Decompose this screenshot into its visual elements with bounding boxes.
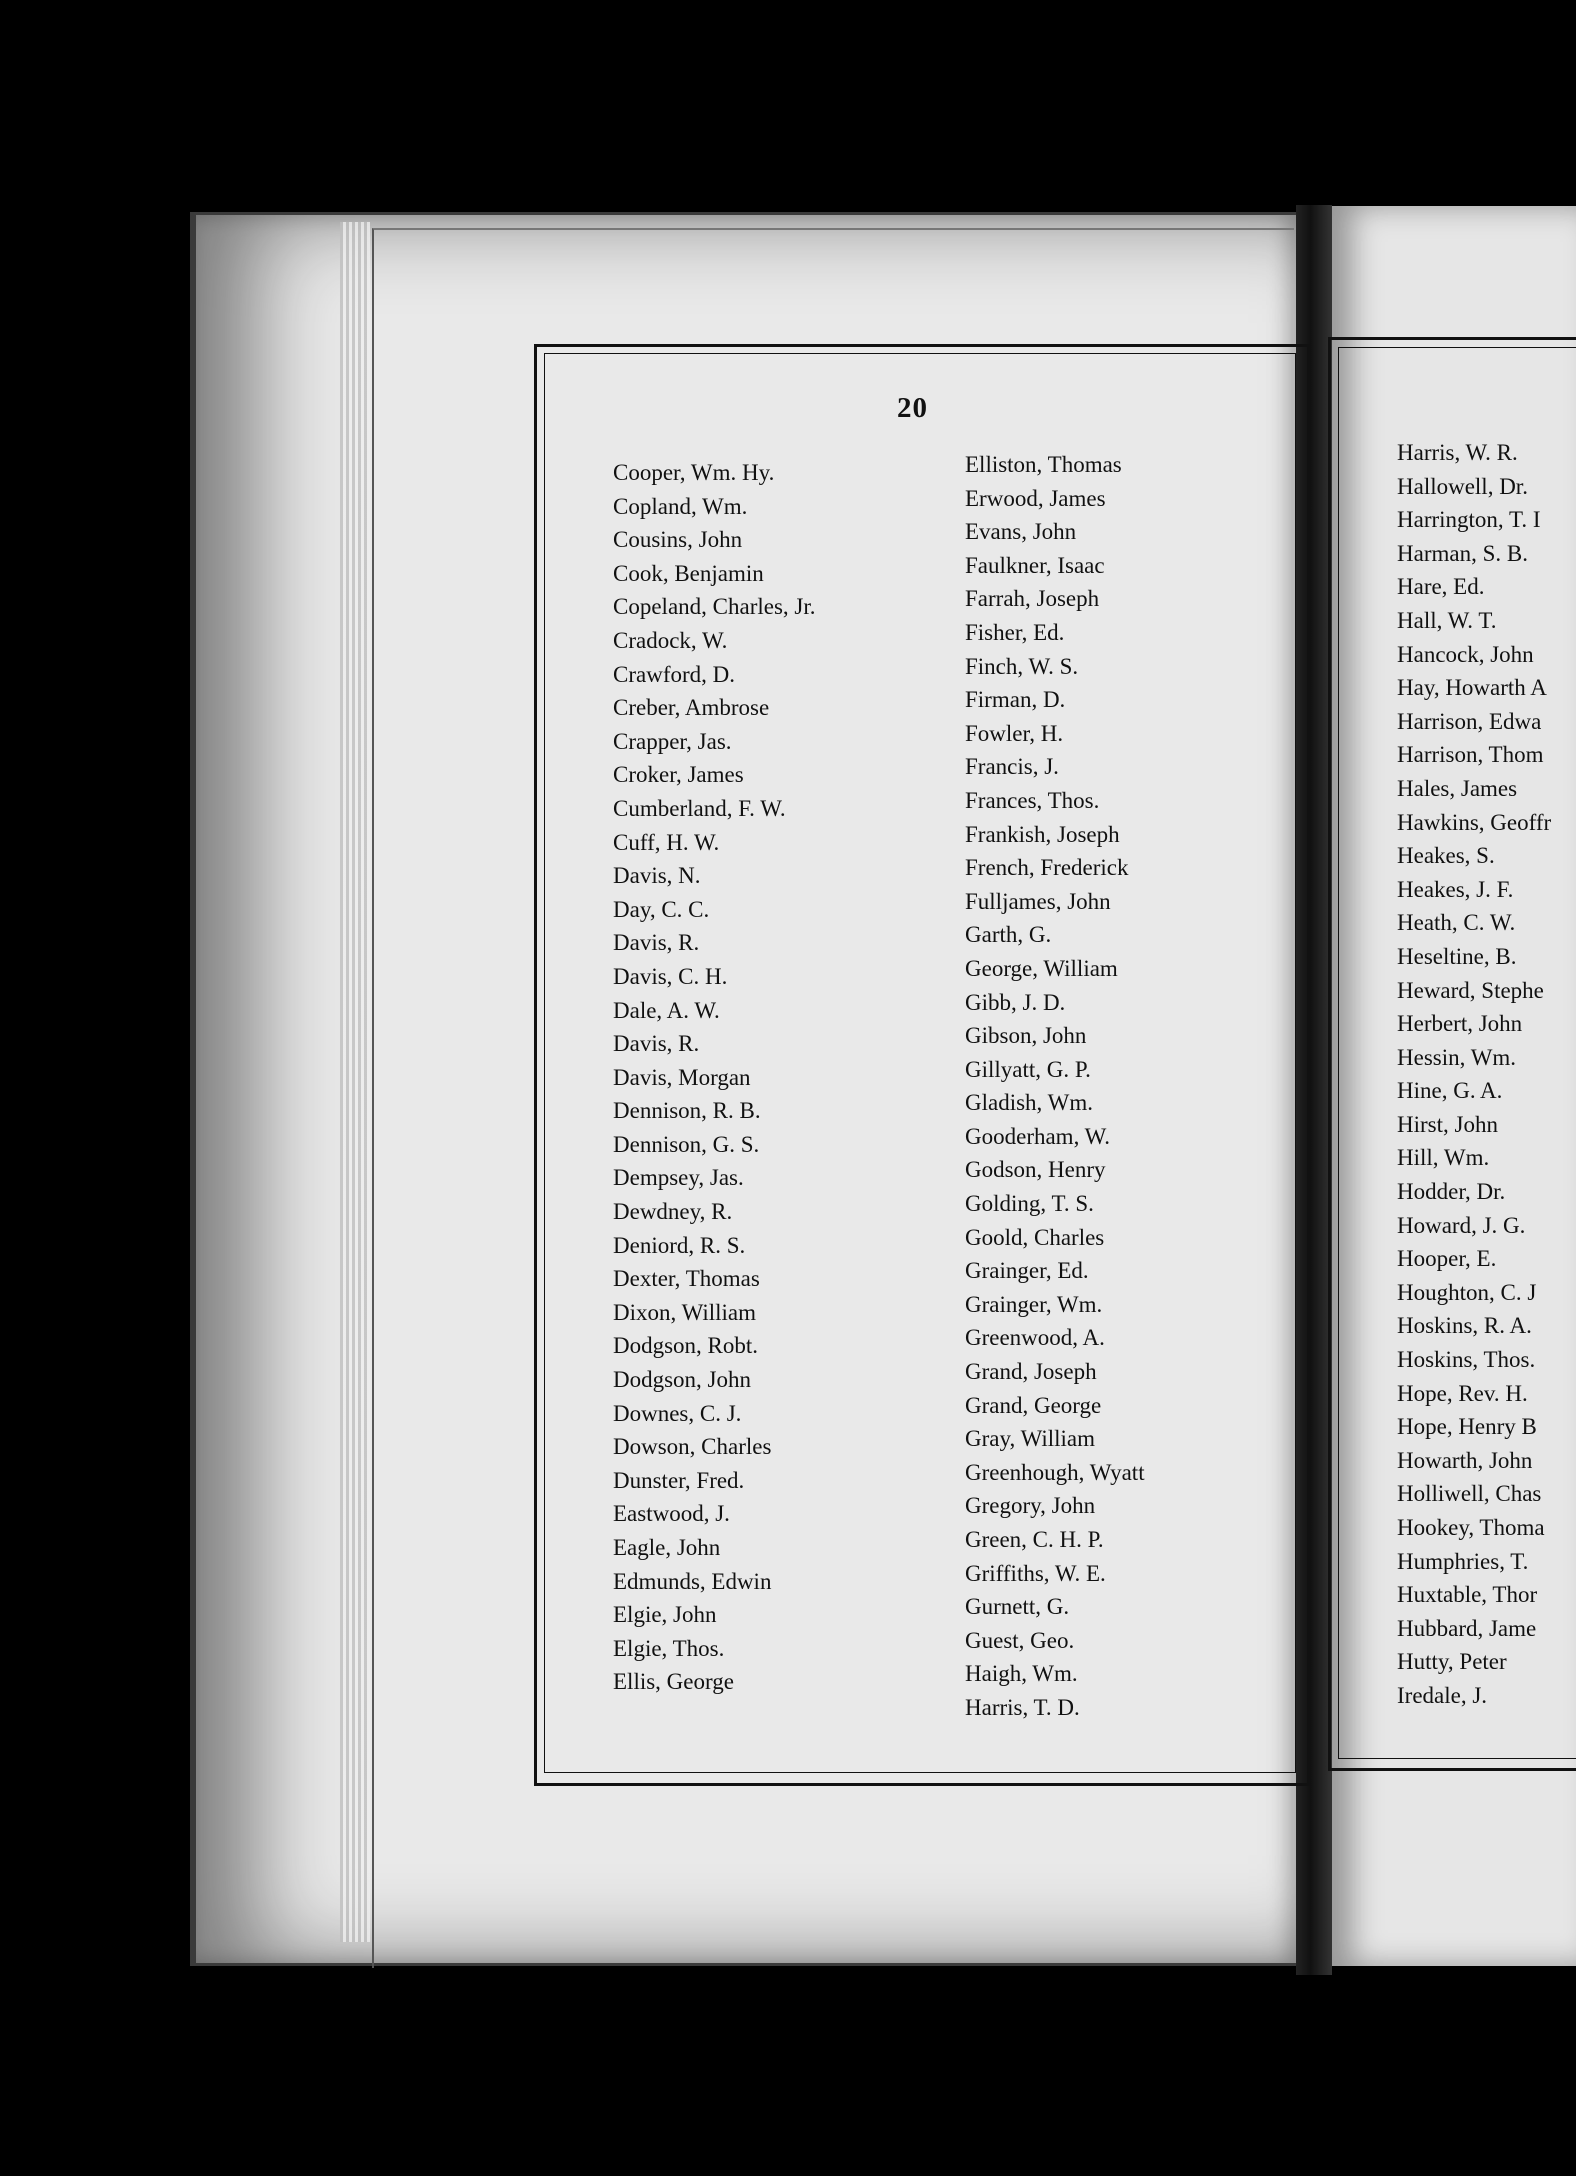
name-entry: Cumberland, F. W. <box>613 795 786 821</box>
name-entry: Herbert, John <box>1397 1011 1523 1037</box>
name-entry: Hawkins, Geoffr <box>1397 809 1552 835</box>
name-entry: Hay, Howarth A <box>1397 675 1547 701</box>
name-entry: Dunster, Fred. <box>613 1467 745 1493</box>
name-entry: Edmunds, Edwin <box>613 1568 772 1594</box>
name-entry: Hill, Wm. <box>1397 1145 1490 1171</box>
page-stack-edges <box>340 222 370 1942</box>
name-entry: Heward, Stephe <box>1397 977 1544 1003</box>
name-entry: Dennison, G. S. <box>613 1131 760 1157</box>
name-entry: Frances, Thos. <box>965 787 1100 813</box>
name-entry: Davis, C. H. <box>613 963 728 989</box>
name-entry: Garth, G. <box>965 922 1052 948</box>
name-entry: French, Frederick <box>965 855 1129 881</box>
name-entry: Greenwood, A. <box>965 1325 1105 1351</box>
name-entry: Dowson, Charles <box>613 1434 772 1460</box>
name-entry: Crawford, D. <box>613 661 735 687</box>
name-entry: Harman, S. B. <box>1397 540 1528 566</box>
name-entry: Godson, Henry <box>965 1157 1106 1183</box>
name-entry: Davis, R. <box>613 1031 700 1057</box>
name-entry: Hodder, Dr. <box>1397 1179 1506 1205</box>
name-entry: Heseltine, B. <box>1397 943 1517 969</box>
name-entry: Grand, George <box>965 1392 1102 1418</box>
name-column-2 <box>965 448 1145 1725</box>
name-column-1 <box>613 456 816 1699</box>
name-entry: Hutty, Peter <box>1397 1649 1507 1675</box>
name-entry: Dewdney, R. <box>613 1199 733 1225</box>
name-entry: Eagle, John <box>613 1535 721 1560</box>
name-entry: Haigh, Wm. <box>965 1661 1078 1687</box>
name-entry: Gladish, Wm. <box>965 1090 1093 1116</box>
name-entry: George, William <box>965 955 1118 981</box>
name-entry: Hales, James <box>1397 775 1518 801</box>
name-entry: Heakes, J. F. <box>1397 876 1514 902</box>
name-entry: Finch, W. S. <box>965 653 1079 679</box>
name-entry: Davis, R. <box>613 930 700 956</box>
name-entry: Harrison, Edwa <box>1397 708 1542 734</box>
name-entry: Day, C. C. <box>613 896 710 922</box>
name-entry: Houghton, C. J <box>1397 1279 1537 1305</box>
name-entry: Iredale, J. <box>1397 1682 1488 1708</box>
name-entry: Hooper, E. <box>1397 1246 1497 1272</box>
name-entry: Fisher, Ed. <box>965 619 1065 645</box>
name-entry: Howard, J. G. <box>1397 1212 1526 1238</box>
name-entry: Hubbard, Jame <box>1397 1615 1537 1641</box>
name-entry: Gillyatt, G. P. <box>965 1056 1091 1082</box>
name-entry: Hessin, Wm. <box>1397 1044 1517 1070</box>
name-entry: Griffiths, W. E. <box>965 1560 1106 1586</box>
name-entry: Hine, G. A. <box>1397 1078 1503 1104</box>
name-entry: Evans, John <box>965 519 1077 545</box>
name-entry: Copland, Wm. <box>613 493 748 519</box>
name-entry: Hall, W. T. <box>1397 607 1497 633</box>
name-entry: Erwood, James <box>965 485 1106 511</box>
name-entry: Cuff, H. W. <box>613 829 720 855</box>
name-entry: Hoskins, R. A. <box>1397 1313 1532 1339</box>
name-entry: Dixon, William <box>613 1299 757 1325</box>
name-entry: Grainger, Ed. <box>965 1258 1089 1284</box>
name-entry: Grand, Joseph <box>965 1359 1097 1385</box>
name-entry: Gibb, J. D. <box>965 989 1066 1015</box>
name-entry: Guest, Geo. <box>965 1627 1075 1653</box>
name-entry: Gurnett, G. <box>965 1594 1070 1620</box>
name-entry: Heath, C. W. <box>1397 910 1516 936</box>
name-entry: Frankish, Joseph <box>965 821 1120 847</box>
name-entry: Hoskins, Thos. <box>1397 1347 1536 1373</box>
name-entry: Eastwood, J. <box>613 1501 730 1527</box>
name-entry: Farrah, Joseph <box>965 586 1100 612</box>
name-entry: Cooper, Wm. Hy. <box>613 460 775 485</box>
name-entry: Faulkner, Isaac <box>965 552 1105 578</box>
page-number: 20 <box>897 392 928 424</box>
name-entry: Harris, W. R. <box>1397 440 1518 465</box>
name-entry: Huxtable, Thor <box>1397 1582 1538 1608</box>
name-entry: Davis, N. <box>613 863 701 889</box>
name-entry: Cradock, W. <box>613 627 728 653</box>
name-entry: Hirst, John <box>1397 1111 1498 1137</box>
name-entry: Goold, Charles <box>965 1224 1105 1250</box>
name-entry: Gregory, John <box>965 1493 1096 1519</box>
name-entry: Downes, C. J. <box>613 1400 742 1426</box>
name-entry: Dempsey, Jas. <box>613 1165 744 1191</box>
name-entry: Gooderham, W. <box>965 1123 1111 1149</box>
name-entry: Copeland, Charles, Jr. <box>613 594 816 620</box>
name-entry: Elliston, Thomas <box>965 452 1122 477</box>
name-entry: Green, C. H. P. <box>965 1527 1104 1552</box>
name-entry: Creber, Ambrose <box>613 695 770 721</box>
name-entry: Firman, D. <box>965 687 1066 713</box>
name-entry: Hope, Rev. H. <box>1397 1380 1528 1406</box>
name-entry: Heakes, S. <box>1397 843 1495 869</box>
name-entry: Greenhough, Wyatt <box>965 1459 1145 1485</box>
name-entry: Elgie, John <box>613 1602 717 1628</box>
name-entry: Dodgson, Robt. <box>613 1333 759 1359</box>
name-entry: Fowler, H. <box>965 720 1064 746</box>
name-entry: Harrison, Thom <box>1397 742 1544 768</box>
name-entry: Hope, Henry B <box>1397 1414 1537 1440</box>
name-entry: Dale, A. W. <box>613 997 720 1023</box>
name-entry: Gray, William <box>965 1426 1096 1452</box>
name-entry: Hallowell, Dr. <box>1397 473 1528 499</box>
name-entry: Howarth, John <box>1397 1447 1533 1473</box>
name-entry: Crapper, Jas. <box>613 728 732 754</box>
name-entry: Gibson, John <box>965 1023 1087 1049</box>
name-entry: Grainger, Wm. <box>965 1291 1103 1317</box>
name-entry: Dexter, Thomas <box>613 1266 760 1292</box>
name-entry: Dodgson, John <box>613 1367 752 1393</box>
name-entry: Golding, T. S. <box>965 1191 1094 1217</box>
name-entry: Fulljames, John <box>965 888 1111 914</box>
name-entry: Dennison, R. B. <box>613 1098 761 1124</box>
name-entry: Hancock, John <box>1397 641 1534 667</box>
name-entry: Harrington, T. I <box>1397 507 1541 533</box>
facing-page-name-column <box>1397 436 1551 1713</box>
name-entry: Cook, Benjamin <box>613 560 764 586</box>
name-entry: Elgie, Thos. <box>613 1635 725 1661</box>
name-entry: Deniord, R. S. <box>613 1232 746 1258</box>
name-entry: Hookey, Thoma <box>1397 1515 1545 1540</box>
name-entry: Harris, T. D. <box>965 1694 1080 1720</box>
name-entry: Cousins, John <box>613 527 743 553</box>
name-entry: Holliwell, Chas <box>1397 1481 1542 1507</box>
name-entry: Croker, James <box>613 762 744 788</box>
name-entry: Hare, Ed. <box>1397 574 1485 600</box>
name-entry: Humphries, T. <box>1397 1548 1529 1574</box>
name-entry: Ellis, George <box>613 1669 734 1695</box>
name-entry: Davis, Morgan <box>613 1064 751 1090</box>
name-entry: Francis, J. <box>965 754 1059 780</box>
